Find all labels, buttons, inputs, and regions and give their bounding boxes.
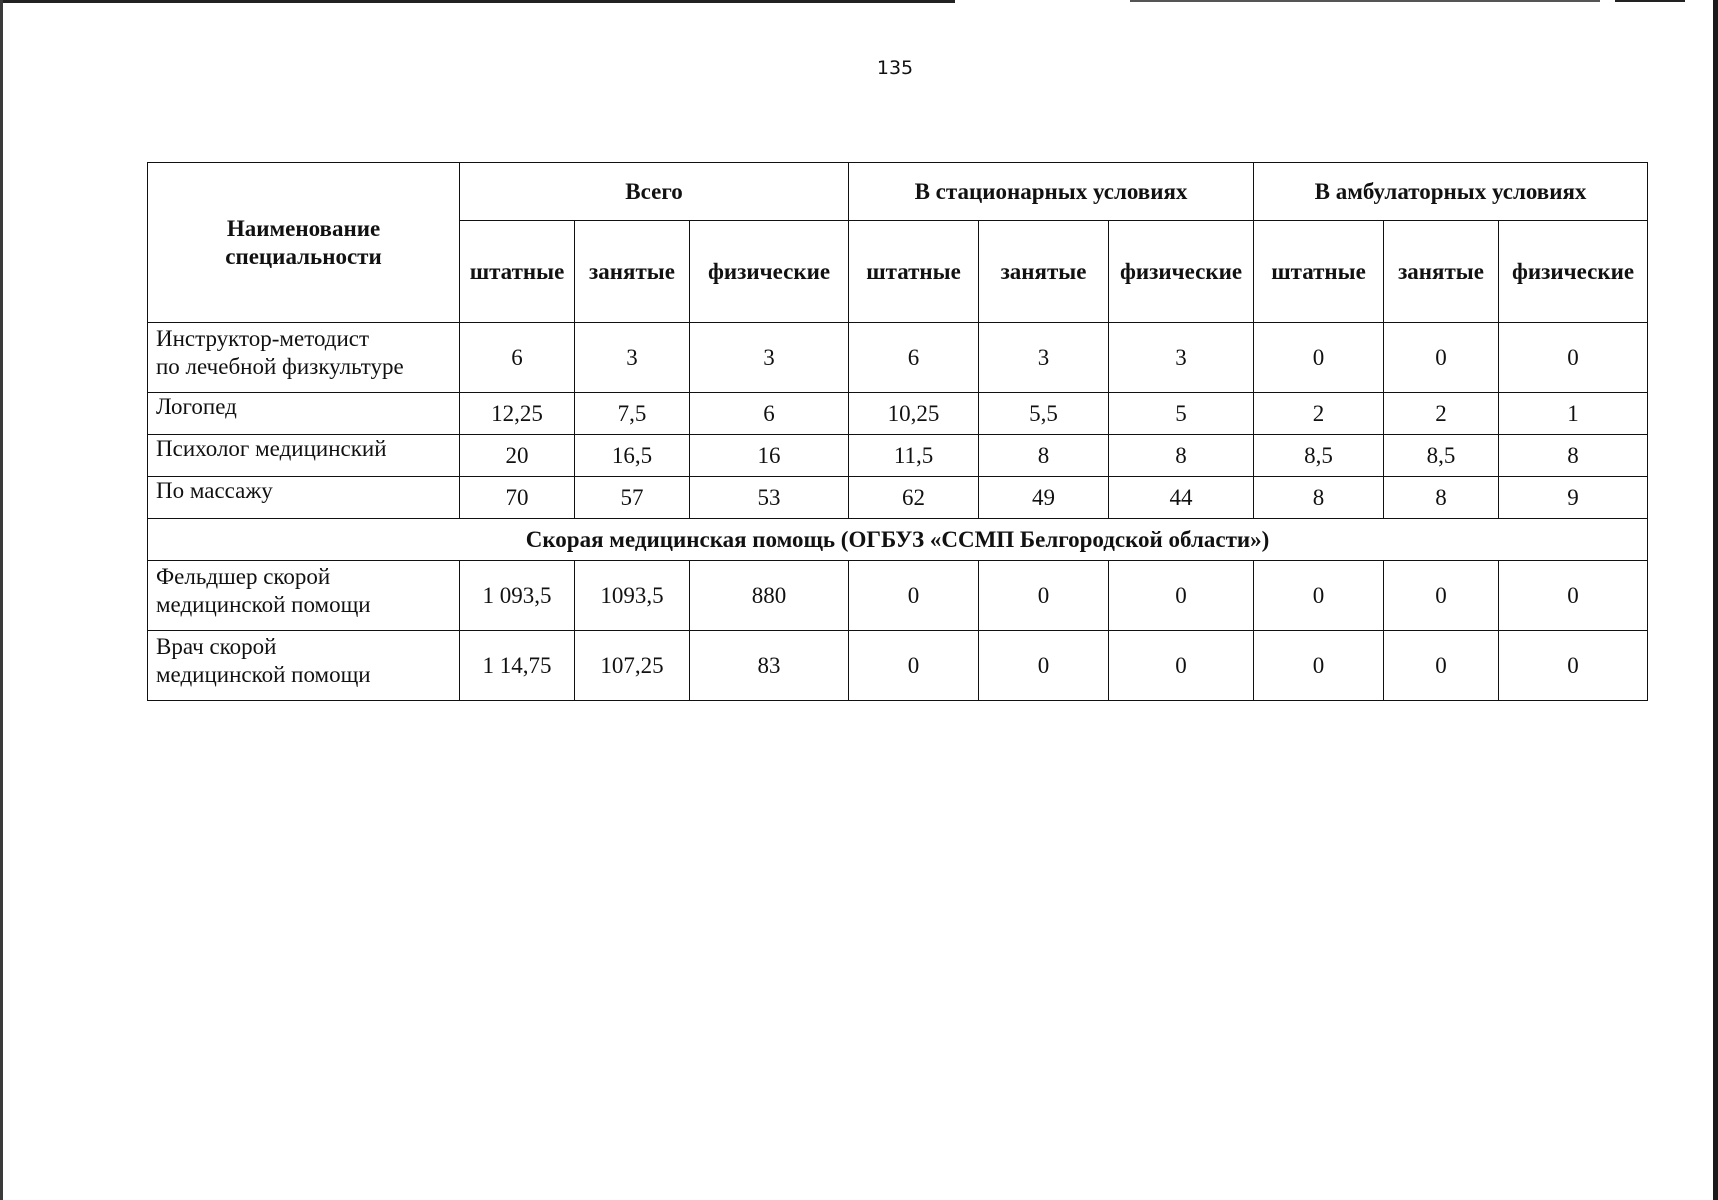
value-cell: 0 [1109, 631, 1254, 701]
value-cell: 10,25 [849, 393, 979, 435]
section-header-row [148, 519, 1648, 561]
table-row [148, 631, 1648, 701]
value-cell: 0 [1384, 631, 1499, 701]
header-sub-physical: физические [690, 221, 849, 323]
value-cell: 0 [1254, 323, 1384, 393]
value-cell: 57 [575, 477, 690, 519]
value-cell: 3 [690, 323, 849, 393]
value-cell: 107,25 [575, 631, 690, 701]
value-cell: 0 [849, 631, 979, 701]
value-cell: 0 [849, 561, 979, 631]
value-cell: 6 [849, 323, 979, 393]
specialty-name [148, 323, 460, 393]
value-cell: 0 [1499, 561, 1648, 631]
value-cell: 0 [1254, 631, 1384, 701]
header-sub-physical: физические [1499, 221, 1648, 323]
value-cell: 8,5 [1384, 435, 1499, 477]
value-cell: 62 [849, 477, 979, 519]
specialty-name-line: медицинской помощи [156, 662, 371, 687]
value-cell: 0 [1384, 561, 1499, 631]
specialty-name-line: Фельдшер скорой [156, 564, 331, 589]
value-cell: 5,5 [979, 393, 1109, 435]
header-sub-occupied: занятые [575, 221, 690, 323]
value-cell: 70 [460, 477, 575, 519]
value-cell: 0 [1254, 561, 1384, 631]
value-cell: 16,5 [575, 435, 690, 477]
specialty-name [148, 561, 460, 631]
page-number: 135 [876, 57, 914, 79]
header-group-total: Всего [460, 163, 849, 221]
header-group-outpatient: В амбулаторных условиях [1254, 163, 1648, 221]
value-cell: 0 [979, 561, 1109, 631]
value-cell: 11,5 [849, 435, 979, 477]
table-row [148, 323, 1648, 393]
value-cell: 3 [1109, 323, 1254, 393]
header-sub-occupied: занятые [979, 221, 1109, 323]
value-cell: 7,5 [575, 393, 690, 435]
header-sub-physical: физические [1109, 221, 1254, 323]
value-cell: 44 [1109, 477, 1254, 519]
specialty-name-line: Инструктор-методист [156, 326, 370, 351]
value-cell: 53 [690, 477, 849, 519]
value-cell: 8 [1109, 435, 1254, 477]
scan-edge-top-segment [1130, 0, 1600, 2]
value-cell: 1093,5 [575, 561, 690, 631]
section-title: Скорая медицинская помощь (ОГБУЗ «ССМП Белгородской области») [148, 519, 1648, 561]
value-cell: 2 [1384, 393, 1499, 435]
value-cell: 6 [690, 393, 849, 435]
table-row [148, 435, 1648, 477]
value-cell: 3 [575, 323, 690, 393]
value-cell: 12,25 [460, 393, 575, 435]
header-sub-staff: штатные [849, 221, 979, 323]
value-cell: 880 [690, 561, 849, 631]
specialty-name-line: по лечебной физкультуре [156, 354, 404, 379]
specialty-name [148, 631, 460, 701]
value-cell: 5 [1109, 393, 1254, 435]
value-cell: 1 [1499, 393, 1648, 435]
table-row [148, 561, 1648, 631]
specialty-name-line: Врач скорой [156, 634, 277, 659]
value-cell: 1 093,5 [460, 561, 575, 631]
value-cell: 9 [1499, 477, 1648, 519]
specialty-name: Логопед [148, 393, 460, 435]
scan-edge-right [1713, 0, 1718, 1200]
value-cell: 8 [1384, 477, 1499, 519]
table-row [148, 477, 1648, 519]
value-cell: 0 [1499, 323, 1648, 393]
value-cell: 83 [690, 631, 849, 701]
header-sub-staff: штатные [460, 221, 575, 323]
value-cell: 0 [1499, 631, 1648, 701]
header-group-inpatient: В стационарных условиях [849, 163, 1254, 221]
value-cell: 2 [1254, 393, 1384, 435]
header-group-row [148, 163, 1648, 221]
header-sub-occupied: занятые [1384, 221, 1499, 323]
value-cell: 6 [460, 323, 575, 393]
specialty-name: По массажу [148, 477, 460, 519]
header-sub-staff: штатные [1254, 221, 1384, 323]
value-cell: 8 [1254, 477, 1384, 519]
value-cell: 3 [979, 323, 1109, 393]
value-cell: 1 14,75 [460, 631, 575, 701]
table-row [148, 393, 1648, 435]
value-cell: 16 [690, 435, 849, 477]
header-name-column: Наименование специальности [148, 163, 460, 323]
value-cell: 49 [979, 477, 1109, 519]
scan-edge-top [0, 0, 955, 3]
staffing-table [147, 162, 1648, 701]
value-cell: 8,5 [1254, 435, 1384, 477]
scan-edge-top-segment [1615, 0, 1685, 2]
value-cell: 0 [979, 631, 1109, 701]
scan-edge-left [0, 0, 3, 1200]
value-cell: 8 [979, 435, 1109, 477]
value-cell: 20 [460, 435, 575, 477]
specialty-name: Психолог медицинский [148, 435, 460, 477]
value-cell: 0 [1109, 561, 1254, 631]
value-cell: 8 [1499, 435, 1648, 477]
specialty-name-line: медицинской помощи [156, 592, 371, 617]
value-cell: 0 [1384, 323, 1499, 393]
